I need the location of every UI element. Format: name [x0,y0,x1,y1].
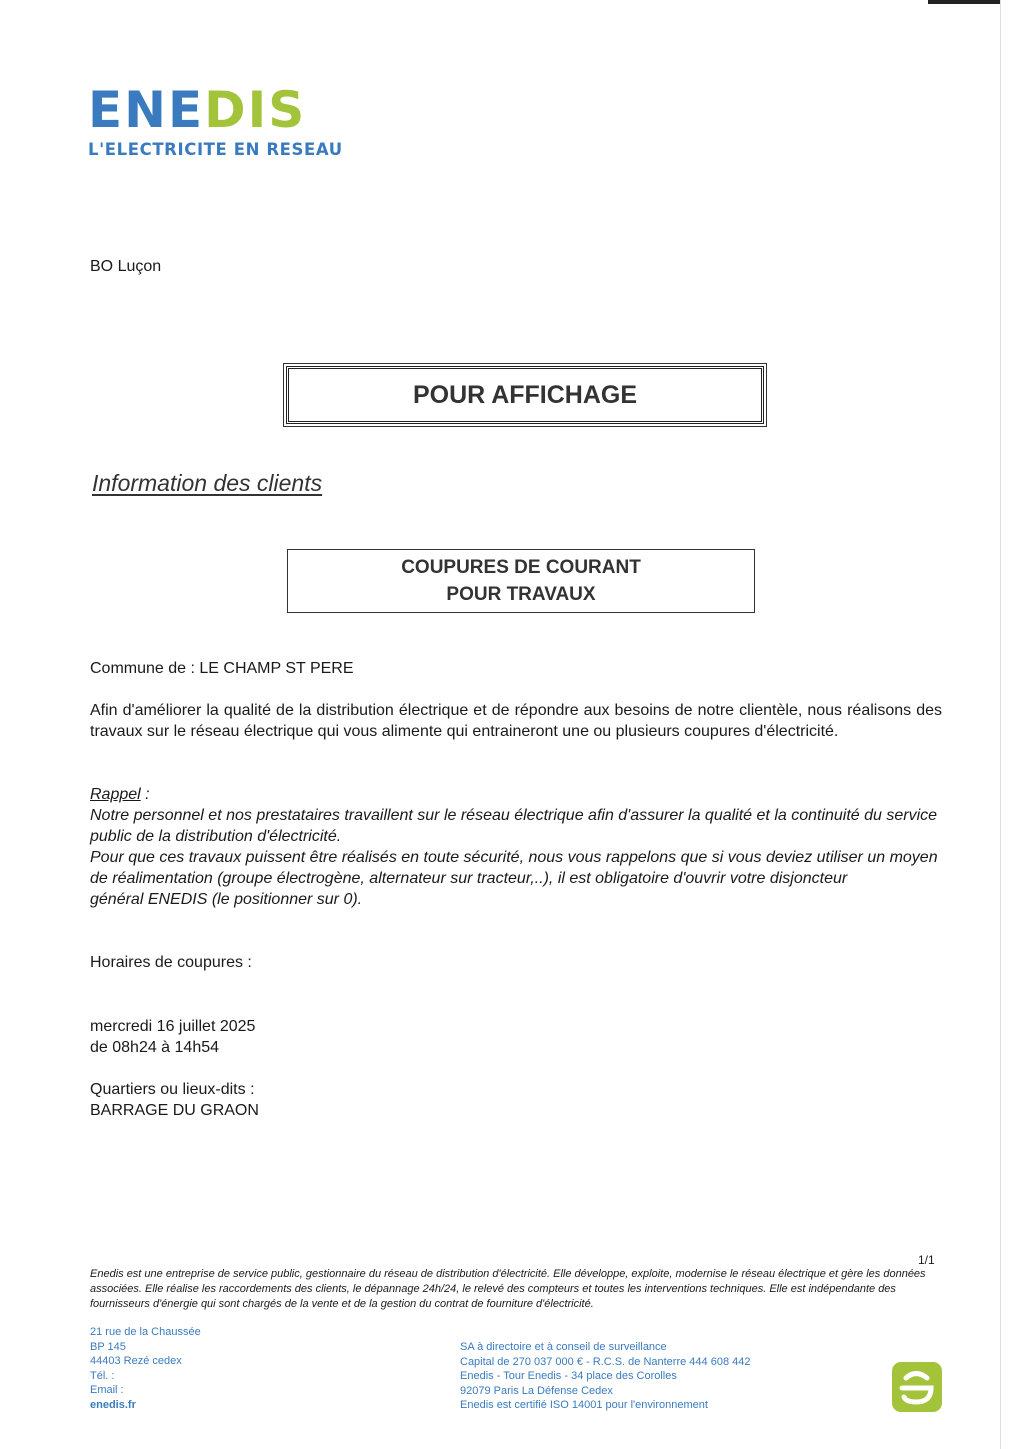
reminder-line3: général ENEDIS (le positionner sur 0). [90,891,363,908]
legal-line: Capital de 270 037 000 € - R.C.S. de Nanterre 444 608 442 [460,1355,751,1368]
intro-paragraph: Afin d'améliorer la qualité de la distribution électrique et de répondre aux besoins de notre clientèle, nous réalisons des travaux sur le réseau électrique qui vous alimente qui entraineront une ou plusieurs coupures d'électricité. [90,702,942,740]
display-notice-text: POUR AFFICHAGE [412,380,638,409]
enedis-logo [88,81,343,159]
legal-line: SA à directoire et à conseil de surveillance [460,1341,667,1353]
scan-mark [928,0,1000,4]
footer-address [90,1325,201,1412]
address-line: Tél. : [90,1369,115,1382]
address-line: BP 145 [90,1340,126,1353]
reminder-line2: Pour que ces travaux puissent être réalisés en toute sécurité, nous vous rappelons que si vous deviez utiliser un moyen de réalimentation (groupe électrogène, alternateur sur tracteur,..), il est obligatoire d'ouvrir votre disjoncteur [90,849,938,887]
reminder-label: Rappel [90,786,141,803]
reminder-colon: : [140,786,150,803]
schedule-label: Horaires de coupures : [90,954,252,971]
scan-edge [1000,0,1001,1449]
legal-line: Enedis est certifié ISO 14001 pour l'environnement [460,1399,708,1411]
footer-legal [460,1340,750,1413]
section-title: Information des clients [92,470,323,496]
schedule-time: de 08h24 à 14h54 [90,1039,220,1056]
commune: Commune de : LE CHAMP ST PERE [90,660,354,677]
display-notice-box [286,366,764,424]
notice-title-line1: COUPURES DE COURANT [401,557,641,578]
legal-line: Enedis - Tour Enedis - 34 place des Corolles [460,1370,677,1382]
notice-title-line2: POUR TRAVAUX [446,584,596,605]
reminder-heading [90,784,942,805]
schedule-date: mercredi 16 juillet 2025 [90,1018,256,1035]
logo-part-b: DIS [204,81,307,139]
footer-about: Enedis est une entreprise de service public, gestionnaire du réseau de distribution d'électricité. Elle développe, exploite, modernise le réseau électrique et gère les données associées. Elle réalise les raccordements des clients, le dépannage 24h/24, le relevé des compteurs et toutes les interventions techniques. Elle est indépendante des fournisseurs d'énergie qui sont chargés de la vente et de la gestion du contrat de fourniture d'électricité. [90,1268,926,1310]
page-number: 1/1 [918,1253,935,1267]
address-line: Email : [90,1384,124,1396]
places-label: Quartiers ou lieux-dits : [90,1081,255,1098]
reminder-block [90,784,942,910]
enedis-e-mark-icon [892,1362,942,1412]
places-value: BARRAGE DU GRAON [90,1102,259,1119]
website-link[interactable] [90,1398,201,1413]
website-text[interactable]: enedis.fr [90,1398,136,1411]
reminder-line1: Notre personnel et nos prestataires travaillent sur le réseau électrique afin d'assurer la qualité et la continuité du service public de la distribution d'électricité. [90,807,938,845]
legal-line: 92079 Paris La Défense Cedex [460,1384,613,1397]
address-line: 21 rue de la Chaussée [90,1326,201,1338]
address-line: 44403 Rezé cedex [90,1355,182,1367]
logo-tagline: L'ELECTRICITE EN RESEAU [88,140,343,159]
logo-wordmark [88,82,318,138]
notice-title-box [287,549,755,613]
logo-part-a: ENE [88,81,205,139]
office-name: BO Luçon [90,258,162,275]
